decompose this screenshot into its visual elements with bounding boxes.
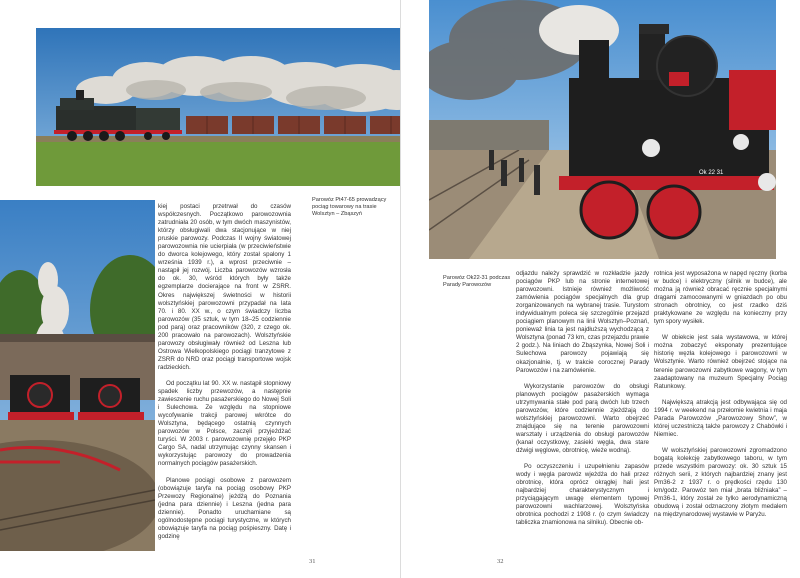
paragraph: rotnica jest wyposażona w napęd ręczny (korba w budce) i elektryczny (silnik w budce), ale można ją również obracać ręcznie specjalnymi drągami zamocowanymi w gniazdach po obu stronach obrotnicy, co jest rzadko dziś praktykowane ze względu na konieczny przy tym spory wysiłek. <box>654 270 787 326</box>
paragraph: Od początku lat 90. XX w. nastąpił stopniowy spadek liczby przewozów, a następnie zawieszenie ruchu pasażerskiego do Nowej Soli i Sulechowa. Ze względu na stopniowe wycofywanie trakcji parowej wkrótce do Wolsztyna, będącego ostatnią czynnych parowozów w Polsce, zaczęli przyjeżdżać turyści. W 2003 r. parowozownię przejęło PKP Cargo SA, nadal utrzymując czynny skansen i wykorzystując parowozy do prowadzenia normalnych pociągów pasażerskich. <box>158 379 291 468</box>
freight-train-photo <box>36 28 400 186</box>
paragraph: Wykorzystanie parowozów do obsługi planowych pociągów pasażerskich wymaga utrzymywania stałe pod parą dwóch lub trzech parowozów, które codziennie zjeżdżają do wolsztyńskiej parowozowni. Warto obejrzeć znajdujące się na terenie parowozowni warsztaty i urządzenia do obsługi parowozów (kanał oczystkowy, zasieki węgla, dwa stare dźwigi węglowe, obrotnicę, wieże wodną). <box>516 382 649 454</box>
paragraph: kiej postaci przetrwał do czasów współczesnych. Początkowo parowozownia zatrudniała 20 osób, w tym dwóch maszynistów, którzy obsługiwali dwa stacjonujące w niej pruskie parowozy. Podczas II wojny światowej parowozownia nie ucierpiała (w przeciwieństwie do dworca kolejowego, który został spalony 1 września 1939 r.), a wprost przeciwnie – nastąpił jej rozwój. Liczba parowozów wzrosła do ok. 30, wśród których były także egzemplarze docierające na front w ZSRR. Okres największej świetności w historii wolsztyńskiej parowozowni przypadał na lata 70. i 80. XX w., o czym świadczy liczba parowozów (35 sztuk, w tym 18–25 codziennie pod parą) oraz pracowników (320, z czego ok. 200 pracowało na parowozach). Wolsztyńskie parowozy obsługiwały również od Leszna lub Ostrowa Wielkopolskiego pociągi tranzytowe z ZSRR do NRD oraz pociągi transportowe wojsk radzieckich. <box>158 203 291 371</box>
roundhouse-photo <box>0 200 155 551</box>
paragraph: Planowe pociągi osobowe z parowozem (obowiązuje taryfa na pociąg osobowy PKP Przewozy Regionalne) jeżdżą do Poznania (jedna para dziennie) i Leszna (jedna para dziennie). Ponadto uruchamiane są ogólnodostępne pociągi turystyczne, w których obowiązuje taryfa na pociąg pośpieszny. Datę i godzinę <box>158 476 291 540</box>
locomotive-number-plate: Ok 22 31 <box>699 170 724 176</box>
photo-caption: Parowóz Pt47-65 prowadzący pociąg towarowy na trasie Wolsztyn – Zbąszyń <box>312 197 387 218</box>
page-number: 31 <box>309 558 316 565</box>
left-text-column <box>158 203 291 549</box>
right-text-column-2 <box>654 270 787 527</box>
page-number: 32 <box>497 558 504 565</box>
parade-locomotive-photo <box>429 0 776 259</box>
paragraph: Po oczyszczeniu i uzupełnieniu zapasów wody i węgla parowóz wjeżdża do hali przez obrotnicę, która oprócz okrągłej hali jest najbardziej charakterystycznym i przyciągającym uwagę elementem typowej parowozowni wachlarzowej. Wolsztyńska obrotnica pochodzi z 1908 r. (o czym świadczy tabliczka znamionowa na silniku). Obecnie ob- <box>516 463 649 527</box>
paragraph: Największą atrakcją jest odbywająca się od 1994 r. w weekend na przełomie kwietnia i maja Parada Parowozów „Parowozowy Show”, w której uczestniczą także parowozy z Chabówki i Niemiec. <box>654 398 787 438</box>
right-page <box>401 0 800 578</box>
paragraph: W obiekcie jest sala wystawowa, w której można zobaczyć eksponaty prezentujące historię węzła kolejowego i parowozowni w Wolsztynie. Warto również obejrzeć stojące na terenie parowozowni zabytkowe wagony, w tym zaadaptowany na muzeum Specjalny Pociąg Ratunkowy. <box>654 334 787 390</box>
right-text-column-1 <box>516 270 649 535</box>
paragraph: odjazdu należy sprawdzić w rozkładzie jazdy pociągów PKP lub na stronie internetowej parowozowni. Istnieje również możliwość zamówienia pociągów specjalnych dla grup zorganizowanych na wybranej trasie. Turystom indywidualnym poleca się szczególnie przejazd pociągiem planowym na linii Wolsztyn–Poznań, ponieważ linia ta jest najdłuższą wychodzącą z Wolsztyna (ponad 73 km, czas przejazdu prawie 2 godz.). Na liniach do Zbąszynka, Nowej Soli i Sulechowa parowozy pojawiają się okazjonalnie, tj. w trakcie corocznej Parady Parowozów i na zamówienie. <box>516 270 649 374</box>
paragraph: W wolsztyńskiej parowozowni zgromadzono bogatą kolekcję zabytkowego taboru, w tym przede wszystkim parowozy: ok. 30 sztuk 15 różnych serii, z których najbardziej znany jest Pm36-2 z 1937 r. o prędkości rzędu 130 km/godz. Parowóz ten miał „brata bliźniaka” – Pm36-1, który został ze tylko aerodynamiczną obudową i został odznaczony złotym medalem na międzynarodowej wystawie w Paryżu. <box>654 446 787 519</box>
photo-caption: Parowóz Ok22-31 podczas Parady Parowozów <box>443 275 511 289</box>
